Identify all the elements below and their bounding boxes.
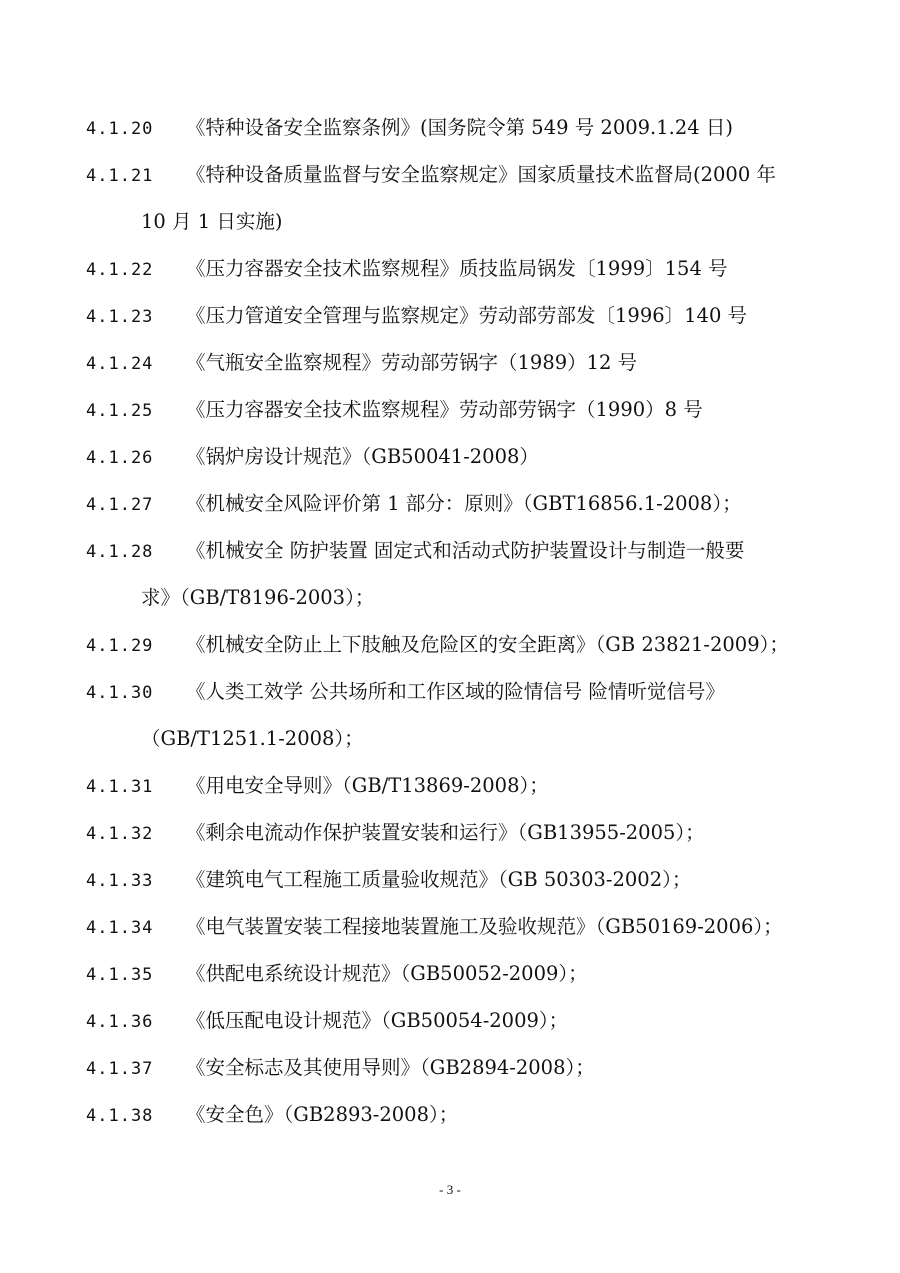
item-text: 《人类工效学 公共场所和工作区域的险情信号 险情听觉信号》	[186, 680, 725, 703]
item-number: 4.1.27	[86, 495, 154, 515]
item-text-continuation: 求》（GB/T8196-2003）；	[141, 586, 375, 609]
item-text: 《电气装置安装工程接地装置施工及验收规范》（GB50169-2006）；	[186, 915, 783, 938]
list-item	[86, 386, 826, 435]
item-text: 《特种设备安全监察条例》(国务院令第 549 号 2009.1.24 日)	[186, 116, 733, 139]
item-text: 《气瓶安全监察规程》劳动部劳锅字（1989）12 号	[186, 351, 638, 374]
item-text: 《机械安全风险评价第 1 部分：原则》（GBT16856.1-2008）；	[186, 492, 742, 515]
item-number: 4.1.29	[86, 636, 154, 656]
list-item	[86, 433, 826, 482]
list-item	[86, 997, 826, 1046]
list-item	[86, 621, 826, 670]
item-text: 《压力管道安全管理与监察规定》劳动部劳部发〔1996〕140 号	[186, 304, 748, 327]
item-number: 4.1.30	[86, 683, 154, 703]
item-text: 《安全色》（GB2893-2008）；	[186, 1103, 459, 1126]
item-text: 《机械安全防止上下肢触及危险区的安全距离》（GB 23821-2009）；	[186, 633, 789, 656]
list-item	[86, 1044, 826, 1093]
item-text: 《压力容器安全技术监察规程》劳动部劳锅字（1990）8 号	[186, 398, 703, 421]
item-text: 《用电安全导则》（GB/T13869-2008）；	[186, 774, 549, 797]
item-number: 4.1.20	[86, 119, 154, 139]
item-number: 4.1.24	[86, 354, 154, 374]
list-item	[86, 809, 826, 858]
list-item	[86, 480, 826, 529]
list-item	[86, 856, 826, 905]
item-number: 4.1.34	[86, 918, 154, 938]
item-number: 4.1.23	[86, 307, 154, 327]
list-item	[86, 339, 826, 388]
list-item	[86, 527, 826, 576]
list-item	[86, 151, 826, 200]
item-number: 4.1.35	[86, 965, 154, 985]
item-number: 4.1.37	[86, 1059, 154, 1079]
item-number: 4.1.28	[86, 542, 154, 562]
item-text: 《剩余电流动作保护装置安装和运行》（GB13955-2005）；	[186, 821, 705, 844]
list-item	[86, 762, 826, 811]
item-number: 4.1.25	[86, 401, 154, 421]
item-text: 《低压配电设计规范》（GB50054-2009）；	[186, 1009, 569, 1032]
page-number: - 3 -	[439, 1182, 461, 1197]
item-text: 《特种设备质量监督与安全监察规定》国家质量技术监督局(2000 年	[186, 163, 776, 186]
item-number: 4.1.36	[86, 1012, 154, 1032]
item-text: 《机械安全 防护装置 固定式和活动式防护装置设计与制造一般要	[186, 539, 745, 562]
item-number: 4.1.31	[86, 777, 154, 797]
item-text-continuation: 10 月 1 日实施)	[141, 210, 283, 233]
item-number: 4.1.38	[86, 1106, 154, 1126]
item-number: 4.1.32	[86, 824, 154, 844]
item-text: 《建筑电气工程施工质量验收规范》（GB 50303-2002）；	[186, 868, 692, 891]
list-item	[86, 903, 826, 952]
item-number: 4.1.21	[86, 166, 154, 186]
item-number: 4.1.33	[86, 871, 154, 891]
list-item	[86, 292, 826, 341]
list-item	[86, 1091, 826, 1140]
item-number: 4.1.26	[86, 448, 154, 468]
item-text: 《锅炉房设计规范》（GB50041-2008）	[186, 445, 539, 468]
list-item	[86, 668, 826, 717]
list-item	[86, 950, 826, 999]
item-text: 《安全标志及其使用导则》（GB2894-2008）；	[186, 1056, 595, 1079]
list-item	[86, 245, 826, 294]
item-text-continuation: （GB/T1251.1-2008）；	[141, 727, 364, 750]
item-text: 《压力容器安全技术监察规程》质技监局锅发〔1999〕154 号	[186, 257, 728, 280]
item-number: 4.1.22	[86, 260, 154, 280]
list-item	[86, 104, 826, 153]
item-text: 《供配电系统设计规范》（GB50052-2009）；	[186, 962, 588, 985]
